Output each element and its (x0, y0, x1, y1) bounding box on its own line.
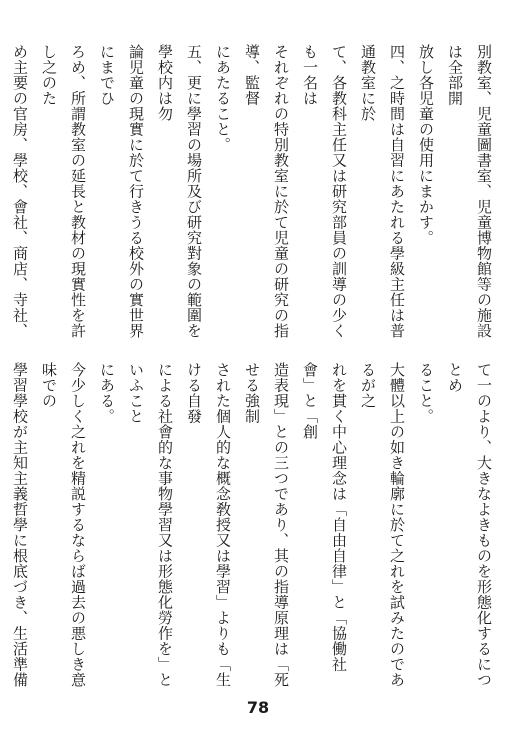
upper-text-block: 別教室、児童圖書室、児童博物館等の施設は全部開 放し各児童の使用にまかす。 四、之時間は自習にあたれる學級主任は普通教室に於 て、各教科主任又は研究部員の訓導の少くも一名は それぞれの特別教室に於て児童の研究の指導、監督 にあたること。 五、更に學習の場所及び研究對象の範圍を學校内は勿 論児童の現實に於て行きうる校外の實世界にまでひ ろめ、所謂教室の延長と教材の現實性を許し之のた め主要の官房、學校、會社、商店、寺社、 (11, 44, 493, 339)
lower-text-block: て一のより、大きなよきものを形態化するにつとめ ること。 大體以上の如き輪廓に於て之れを試みたのであるが之 れを貫く中心理念は「自由自律」と「協働社會」と「創 造表現」との三つであり、其の指導原理は「死せる強制 された個人的な概念敎授又は學習」よりも「生ける自發 による社會的な事物學習又は形態化勞作を」といふこと にある。 今少しく之れを精説するならば過去の悪しき意味での 學習學校が主知主義哲學に根底づき、生活準備 (11, 362, 493, 688)
page-number: 78 (246, 698, 270, 717)
